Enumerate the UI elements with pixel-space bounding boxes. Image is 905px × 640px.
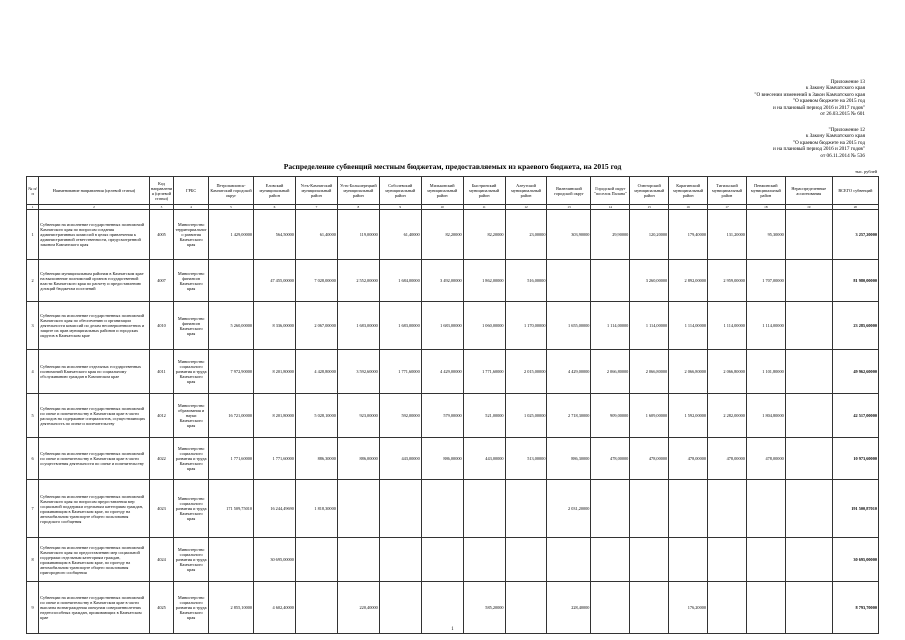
row-value: 1 771,60000 bbox=[254, 438, 296, 480]
row-value: 171 509,75010 bbox=[209, 480, 254, 538]
column-header: Карагинский муниципальный район bbox=[669, 177, 708, 205]
row-value: 1 114,00000 bbox=[591, 302, 630, 350]
row-value: 2 959,00000 bbox=[708, 260, 747, 302]
row-value bbox=[591, 480, 630, 538]
column-header: ГРБС bbox=[174, 177, 209, 205]
row-total: 191 500,87010 bbox=[832, 480, 878, 538]
row-number: 5 bbox=[27, 394, 39, 438]
row-value: 16 721,00000 bbox=[209, 394, 254, 438]
row-value bbox=[463, 538, 505, 582]
row-value bbox=[421, 582, 463, 634]
row-value: 909,00000 bbox=[591, 394, 630, 438]
row-grbs: Министерство финансов Камчатского края bbox=[174, 302, 209, 350]
column-number: 18 bbox=[746, 205, 785, 210]
column-header: Усть-Камчатский муниципальный район bbox=[295, 177, 337, 205]
row-value bbox=[591, 538, 630, 582]
row-grbs: Министерство социального развития и труда Камчатского края bbox=[174, 582, 209, 634]
row-value bbox=[785, 210, 832, 260]
row-value: 1 101,80000 bbox=[746, 350, 785, 394]
column-number: 8 bbox=[337, 205, 379, 210]
row-name: Субвенции на исполнение государственных полномочий по опеке и попечительству в Камчатском крае в части осуществления деятельности по опеке и попечительству bbox=[39, 438, 149, 480]
row-number: 2 bbox=[27, 260, 39, 302]
row-value: 478,00000 bbox=[746, 438, 785, 480]
table-row bbox=[27, 582, 879, 634]
row-code: 4022 bbox=[149, 438, 174, 480]
row-value: 1 771,60000 bbox=[209, 438, 254, 480]
row-value: 1 862,00000 bbox=[463, 260, 505, 302]
row-value: 2 015,00000 bbox=[505, 350, 547, 394]
row-value bbox=[708, 538, 747, 582]
column-number: 1 bbox=[27, 205, 39, 210]
row-value: 4 602,40000 bbox=[254, 582, 296, 634]
units-label: тыс. рублей bbox=[855, 169, 877, 174]
column-number: 7 bbox=[295, 205, 337, 210]
row-value: 1 683,00000 bbox=[421, 302, 463, 350]
row-value: 443,00000 bbox=[379, 438, 421, 480]
row-value: 1 804,80000 bbox=[746, 394, 785, 438]
row-value bbox=[505, 582, 547, 634]
column-number: 9 bbox=[379, 205, 421, 210]
row-value: 585,20000 bbox=[463, 582, 505, 634]
row-grbs: Министерство социального развития и труда Камчатского края bbox=[174, 538, 209, 582]
column-number: 6 bbox=[254, 205, 296, 210]
column-number: 3 bbox=[149, 205, 174, 210]
row-name: Субвенции на исполнение государственных полномочий по опеке и попечительству в Камчатском крае в части выплаты вознаграждения опекунам совершеннолетних недееспособных граждан, проживающих в Камчатском крае bbox=[39, 582, 149, 634]
table-row bbox=[27, 480, 879, 538]
row-total: 30 695,00000 bbox=[832, 538, 878, 582]
column-header: Соболевский муниципальный район bbox=[379, 177, 421, 205]
row-name: Субвенции на исполнение государственных полномочий Камчатского края по обеспечению и организации деятельности комиссий по делам несовершеннолетних и защите их прав муниципальных районов и городских округов в Камчатском крае bbox=[39, 302, 149, 350]
row-number: 8 bbox=[27, 538, 39, 582]
column-header: Городской округ "поселок Палана" bbox=[591, 177, 630, 205]
column-header: Наименование направления (целевой статьи) bbox=[39, 177, 149, 205]
row-value: 3 592,60000 bbox=[337, 350, 379, 394]
note-line: "О краевом бюджете на 2015 год bbox=[792, 139, 865, 146]
row-value bbox=[337, 480, 379, 538]
row-number: 3 bbox=[27, 302, 39, 350]
row-value bbox=[785, 394, 832, 438]
note-line: к Закону Камчатского края bbox=[805, 133, 865, 140]
row-value bbox=[785, 480, 832, 538]
row-code: 4007 bbox=[149, 260, 174, 302]
row-value: 131,20000 bbox=[708, 210, 747, 260]
row-value: 443,00000 bbox=[463, 438, 505, 480]
row-name: Субвенции на исполнение государственных полномочий Камчатского края по предоставлению мер социальной поддержки отдельным категориям граждан, проживающим в Камчатском крае, по проезду на автомобильном транспорте общего пользования пригородного сообщения bbox=[39, 538, 149, 582]
table-row bbox=[27, 350, 879, 394]
column-header: Код направления (целевой статьи) bbox=[149, 177, 174, 205]
row-value bbox=[669, 538, 708, 582]
row-value: 1 025,00000 bbox=[505, 394, 547, 438]
table-row bbox=[27, 302, 879, 350]
row-value: 2 067,00000 bbox=[295, 302, 337, 350]
row-value: 1 684,00000 bbox=[379, 260, 421, 302]
row-value: 478,00000 bbox=[630, 438, 669, 480]
column-header: Быстринский муниципальный район bbox=[463, 177, 505, 205]
row-value bbox=[630, 582, 669, 634]
row-value: 521,00000 bbox=[463, 394, 505, 438]
row-value: 5 028,10000 bbox=[295, 394, 337, 438]
row-total: 81 980,00000 bbox=[832, 260, 878, 302]
row-value: 1 609,00000 bbox=[630, 394, 669, 438]
table-header-row bbox=[27, 177, 879, 205]
row-code: 4011 bbox=[149, 350, 174, 394]
row-value: 1 818,30000 bbox=[295, 480, 337, 538]
row-value bbox=[708, 480, 747, 538]
row-value: 2 892,00000 bbox=[669, 260, 708, 302]
row-name: Субвенции на исполнение государственных полномочий по опеке и попечительству в Камчатском крае в части расходов на содержание специалистов, осуществляющих деятельность по опеке и попечительству bbox=[39, 394, 149, 438]
row-value: 2 066,80000 bbox=[591, 350, 630, 394]
note-line: Приложение 13 bbox=[830, 79, 865, 85]
row-value bbox=[421, 480, 463, 538]
row-value: 179,40000 bbox=[669, 210, 708, 260]
column-header: Олюторский муниципальный район bbox=[630, 177, 669, 205]
row-value: 1 114,00000 bbox=[708, 302, 747, 350]
row-value: 16 244,49690 bbox=[254, 480, 296, 538]
row-name: Субвенции муниципальным районам в Камчатском крае на выполнение полномочий органов государственной власти Камчатского края по расчету и предоставлению дотаций бюджетам поселений bbox=[39, 260, 149, 302]
row-value: 8 336,00000 bbox=[254, 302, 296, 350]
note-line: к Закону Камчатского края bbox=[805, 85, 865, 92]
row-value bbox=[337, 538, 379, 582]
row-value: 29,90000 bbox=[591, 210, 630, 260]
page-number: 1 bbox=[451, 627, 454, 632]
note-line: "О краевом бюджете на 2015 год bbox=[792, 98, 865, 105]
row-number: 7 bbox=[27, 480, 39, 538]
row-value bbox=[505, 538, 547, 582]
row-name: Субвенции на исполнение отдельных государственных полномочий Камчатского края по социальному обслуживанию граждан в Камчатском крае bbox=[39, 350, 149, 394]
row-value: 61,40000 bbox=[379, 210, 421, 260]
table-row bbox=[27, 260, 879, 302]
row-value: 8 201,80000 bbox=[254, 350, 296, 394]
row-number: 1 bbox=[27, 210, 39, 260]
row-total: 23 285,60000 bbox=[832, 302, 878, 350]
column-header: Мильковский муниципальный район bbox=[421, 177, 463, 205]
row-value: 228,40000 bbox=[547, 582, 591, 634]
row-value: 1 060,00000 bbox=[463, 302, 505, 350]
column-number: 16 bbox=[669, 205, 708, 210]
row-number: 6 bbox=[27, 438, 39, 480]
column-number: 4 bbox=[174, 205, 209, 210]
row-grbs: Министерство социального развития и труда Камчатского края bbox=[174, 480, 209, 538]
row-value: 303,90000 bbox=[547, 210, 591, 260]
row-value: 4 428,80000 bbox=[295, 350, 337, 394]
row-value bbox=[295, 538, 337, 582]
row-value: 176,20000 bbox=[669, 582, 708, 634]
table-row bbox=[27, 538, 879, 582]
table-row bbox=[27, 394, 879, 438]
row-total: 10 973,60000 bbox=[832, 438, 878, 480]
column-number: 19 bbox=[785, 205, 832, 210]
row-value: 2 066,80000 bbox=[669, 350, 708, 394]
row-value: 7 972,90000 bbox=[209, 350, 254, 394]
row-value bbox=[591, 260, 630, 302]
table-row bbox=[27, 438, 879, 480]
row-value: 478,00000 bbox=[591, 438, 630, 480]
row-value bbox=[505, 480, 547, 538]
row-value bbox=[785, 350, 832, 394]
row-value: 2 066,80000 bbox=[708, 350, 747, 394]
row-value: 30 695,00000 bbox=[254, 538, 296, 582]
row-value bbox=[591, 582, 630, 634]
row-grbs: Министерство образования и науки Камчатского края bbox=[174, 394, 209, 438]
row-value: 592,00000 bbox=[379, 394, 421, 438]
column-number: 10 bbox=[421, 205, 463, 210]
row-value: 7 028,00000 bbox=[295, 260, 337, 302]
row-value bbox=[547, 260, 591, 302]
column-number: 11 bbox=[463, 205, 505, 210]
row-value bbox=[421, 538, 463, 582]
row-value bbox=[209, 538, 254, 582]
column-header: Еловский муниципальный район bbox=[254, 177, 296, 205]
row-value: 1 114,00000 bbox=[630, 302, 669, 350]
row-grbs: Министерство социального развития и труда Камчатского края bbox=[174, 438, 209, 480]
row-total: 49 962,60000 bbox=[832, 350, 878, 394]
row-value: 95,30000 bbox=[746, 210, 785, 260]
row-grbs: Министерство социального развития и труда Камчатского края bbox=[174, 350, 209, 394]
row-value: 82,20000 bbox=[463, 210, 505, 260]
row-value: 1 114,00000 bbox=[669, 302, 708, 350]
row-name: Субвенции на исполнение государственных полномочий Камчатского края по вопросам предоставления мер социальной поддержки отдельным категориям граждан, проживающим в Камчатском крае, по проезду на автомобильном транспорте общего пользования городского сообщения bbox=[39, 480, 149, 538]
appendix-13-note bbox=[754, 79, 865, 117]
row-grbs: Министерство финансов Камчатского края bbox=[174, 260, 209, 302]
column-number: 5 bbox=[209, 205, 254, 210]
row-value: 119,00000 bbox=[337, 210, 379, 260]
row-value: 1 429,00000 bbox=[209, 210, 254, 260]
row-value: 2 855,10000 bbox=[209, 582, 254, 634]
row-value bbox=[630, 538, 669, 582]
row-value: 886,00000 bbox=[337, 438, 379, 480]
row-value: 1 170,00000 bbox=[505, 302, 547, 350]
row-code: 4025 bbox=[149, 582, 174, 634]
row-value: 513,00000 bbox=[505, 438, 547, 480]
row-value: 1 707,00000 bbox=[746, 260, 785, 302]
row-value: 120,20000 bbox=[630, 210, 669, 260]
row-value: 478,00000 bbox=[669, 438, 708, 480]
column-header: Алеутский муниципальный район bbox=[505, 177, 547, 205]
row-value: 1 683,00000 bbox=[379, 302, 421, 350]
row-value: 8 201,80000 bbox=[254, 394, 296, 438]
row-value: 47 455,00000 bbox=[254, 260, 296, 302]
row-value bbox=[630, 480, 669, 538]
column-header: Петропавловск-Камчатский городской округ bbox=[209, 177, 254, 205]
row-value: 3 260,00000 bbox=[630, 260, 669, 302]
row-value bbox=[785, 582, 832, 634]
column-number: 2 bbox=[39, 205, 149, 210]
row-value: 1 592,00000 bbox=[669, 394, 708, 438]
row-value bbox=[785, 302, 832, 350]
column-header: ВСЕГО субвенций bbox=[832, 177, 878, 205]
row-value bbox=[379, 582, 421, 634]
row-code: 4005 bbox=[149, 210, 174, 260]
note-line: и на плановый период 2016 и 2017 годов" bbox=[773, 104, 865, 111]
column-number: 12 bbox=[505, 205, 547, 210]
row-value: 3 492,00000 bbox=[421, 260, 463, 302]
row-value bbox=[785, 438, 832, 480]
row-value: 1 683,00000 bbox=[337, 302, 379, 350]
note-line: и на плановый период 2016 и 2017 годов" bbox=[773, 146, 865, 153]
row-value: 61,40000 bbox=[295, 210, 337, 260]
row-value: 220,40000 bbox=[337, 582, 379, 634]
row-value: 5 260,00000 bbox=[209, 302, 254, 350]
row-value: 2 718,30000 bbox=[547, 394, 591, 438]
column-header: Нераспределенные ассигнования bbox=[785, 177, 832, 205]
column-number: 20 bbox=[832, 205, 878, 210]
note-line: "О внесении изменений в Закон Камчатского края bbox=[754, 91, 865, 98]
column-number: 17 bbox=[708, 205, 747, 210]
row-value: 4 429,00000 bbox=[421, 350, 463, 394]
row-value bbox=[209, 260, 254, 302]
row-value bbox=[295, 582, 337, 634]
column-header: Тигильский муниципальный район bbox=[708, 177, 747, 205]
note-line: от 26.03.2015 № 601 bbox=[820, 111, 865, 118]
column-header: Усть-Большерецкий муниципальный район bbox=[337, 177, 379, 205]
row-value bbox=[463, 480, 505, 538]
row-code: 4012 bbox=[149, 394, 174, 438]
row-total: 3 257,20000 bbox=[832, 210, 878, 260]
note-line: от 06.11.2014 № 536 bbox=[820, 152, 865, 159]
appendix-12-note bbox=[773, 127, 865, 159]
row-value bbox=[669, 480, 708, 538]
row-value bbox=[708, 582, 747, 634]
column-number: 13 bbox=[547, 205, 591, 210]
row-total: 8 793,70000 bbox=[832, 582, 878, 634]
row-value: 4 429,00000 bbox=[547, 350, 591, 394]
row-value: 886,30000 bbox=[295, 438, 337, 480]
column-number: 15 bbox=[630, 205, 669, 210]
row-value: 1 771,60000 bbox=[379, 350, 421, 394]
row-value: 2 031,20000 bbox=[547, 480, 591, 538]
column-header: Вилючинский городской округ bbox=[547, 177, 591, 205]
row-number: 4 bbox=[27, 350, 39, 394]
row-code: 4010 bbox=[149, 302, 174, 350]
row-value: 23,00000 bbox=[505, 210, 547, 260]
row-value: 2 282,00000 bbox=[708, 394, 747, 438]
row-value: 1 114,00000 bbox=[746, 302, 785, 350]
table-row bbox=[27, 210, 879, 260]
column-header: Пенжинский муниципальный район bbox=[746, 177, 785, 205]
row-value: 478,00000 bbox=[708, 438, 747, 480]
row-value: 516,00000 bbox=[505, 260, 547, 302]
row-value bbox=[746, 538, 785, 582]
row-value bbox=[785, 260, 832, 302]
row-value: 923,00000 bbox=[337, 394, 379, 438]
note-line: "Приложение 12 bbox=[828, 127, 865, 133]
row-value: 1 655,00000 bbox=[547, 302, 591, 350]
row-grbs: Министерство территориального развития Камчатского края bbox=[174, 210, 209, 260]
subvention-table bbox=[26, 176, 879, 634]
row-value bbox=[379, 538, 421, 582]
row-value: 2 552,00000 bbox=[337, 260, 379, 302]
row-value: 82,20000 bbox=[421, 210, 463, 260]
row-value: 886,00000 bbox=[421, 438, 463, 480]
column-number: 14 bbox=[591, 205, 630, 210]
row-value: 564,50000 bbox=[254, 210, 296, 260]
row-value: 1 771,60000 bbox=[463, 350, 505, 394]
row-value bbox=[547, 538, 591, 582]
row-value bbox=[379, 480, 421, 538]
row-value: 886,30000 bbox=[547, 438, 591, 480]
row-name: Субвенции на исполнение государственных полномочий Камчатского края по вопросам создания административных комиссий в целях привлечения к административной ответственности, предусмотренной законом Камчатского края bbox=[39, 210, 149, 260]
row-number: 9 bbox=[27, 582, 39, 634]
row-total: 42 517,00000 bbox=[832, 394, 878, 438]
table-body bbox=[27, 210, 879, 634]
row-value bbox=[746, 480, 785, 538]
row-value bbox=[746, 582, 785, 634]
document-title: Распределение субвенций местным бюджетам, предоставляемых из краевого бюджета, на 2015 год bbox=[283, 162, 622, 171]
column-header: № п/п bbox=[27, 177, 39, 205]
row-value: 2 066,80000 bbox=[630, 350, 669, 394]
row-code: 4024 bbox=[149, 538, 174, 582]
row-value: 579,00000 bbox=[421, 394, 463, 438]
row-value bbox=[785, 538, 832, 582]
row-code: 4023 bbox=[149, 480, 174, 538]
